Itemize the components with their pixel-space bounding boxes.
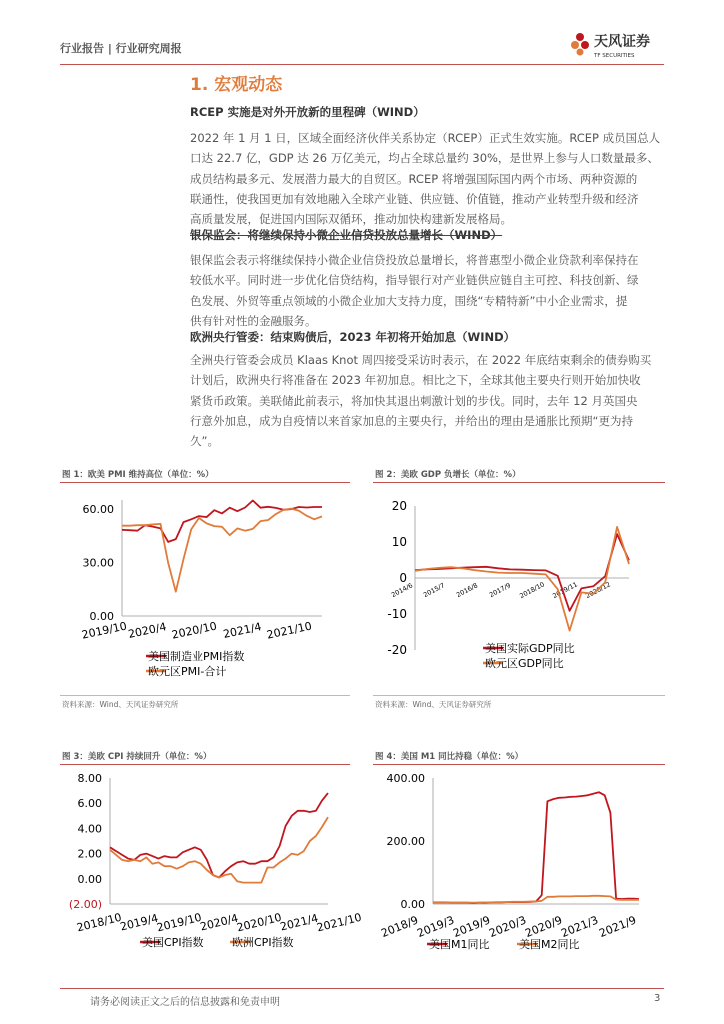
figure-1-title: 图 1：欧美 PMI 维持高位（单位：%）	[62, 470, 214, 480]
x-tick-label: 2021/10	[265, 619, 313, 642]
x-tick-label: 2019/9	[451, 913, 493, 941]
y-tick-label: 4.00	[77, 822, 102, 836]
legend-label: 美国M1同比	[429, 938, 490, 951]
figure-3-chart	[60, 766, 363, 960]
y-tick-label: (2.00)	[68, 898, 102, 911]
news-heading-cbirc: 银保监会：将继续保持小微企业信贷投放总量增长（WIND）	[190, 228, 503, 242]
figure-2-rule	[373, 482, 665, 483]
report-category: 行业报告 | 行业研究周报	[60, 42, 182, 55]
y-tick-label: 0.00	[400, 898, 425, 911]
x-tick-label: 2017/9	[488, 581, 513, 600]
y-tick-label: 8.00	[77, 772, 102, 785]
x-tick-label: 2019/4	[118, 911, 160, 934]
news-body-rcep: 2022 年 1 月 1 日，区域全面经济伙伴关系协定（RCEP）正式生效实施。RCEP 成员国总人 口达 22.7 亿，GDP 达 26 万亿美元，均占全球总量约 30%，是世界上参与人口数量最多、 成员结构最多元、发展潜力最大的自贸区。RCEP 将增强国际国内两个市场、两种资源的 联通性，使我国更加有效地融入全球产业链、供应链、价值链，推动产业转型升级和经济 高质量发展，促进国内国际双循环，推动加快构建新发展格局。	[190, 131, 661, 227]
x-tick-label: 2020/4	[126, 620, 168, 641]
y-tick-label: 0	[399, 571, 407, 585]
header-divider	[60, 64, 664, 65]
figure-3-rule	[60, 764, 350, 765]
y-tick-label: 200.00	[386, 835, 425, 848]
figure-2-bottom-rule	[373, 695, 665, 696]
series-line-1	[433, 792, 639, 903]
news-body-ecb: 全洲央行管委会成员 Klaas Knot 周四接受采访时表示，在 2022 年底结束剩余的债券购买 计划后，欧洲央行将准备在 2023 年初加息。相比之下，全球其他主要央行则开始加快收 紧货币政策。美联储此前表示，将加快其退出刺激计划的步伐。同时，去年 12 月英国央 行意外加息，成为自疫情以来首家加息的主要央行，并给出的理由是通胀比预期“更为持 久”。	[190, 353, 652, 449]
x-tick-label: 2020/10	[170, 619, 218, 642]
logo-cn: 天风证券	[594, 34, 650, 50]
figure-4-title: 图 4：美国 M1 同比持稳（单位：%）	[375, 752, 524, 762]
figure-3-title: 图 3：美欧 CPI 持续回升（单位：%）	[62, 752, 212, 762]
x-tick-label: 2018/9	[379, 913, 421, 941]
x-tick-label: 2019/10	[155, 910, 203, 935]
x-tick-label: 2021/3	[559, 913, 601, 941]
x-tick-label: 2015/7	[422, 581, 447, 600]
y-tick-label: -20	[387, 643, 407, 657]
figure-1-bottom-rule	[60, 695, 350, 696]
series-line-1	[110, 793, 328, 877]
x-tick-label: 2019/11	[551, 580, 579, 601]
figure-2-chart	[373, 484, 665, 694]
y-tick-label: 20	[391, 499, 407, 513]
series-line-1	[122, 501, 322, 542]
y-tick-label: 6.00	[77, 797, 102, 811]
y-tick-label: 0.00	[89, 610, 114, 623]
y-tick-label: -10	[387, 607, 407, 621]
x-tick-label: 2020/3	[487, 913, 529, 941]
figure-1-rule	[60, 482, 350, 483]
y-tick-label: 60.00	[82, 502, 114, 516]
x-tick-label: 2021/10	[315, 910, 363, 935]
series-line-2	[433, 896, 639, 903]
logo-en: TF SECURITIES	[594, 53, 635, 59]
company-logo	[566, 28, 666, 64]
x-tick-label: 2016/8	[455, 581, 480, 600]
series-line-2	[110, 817, 328, 883]
x-tick-label: 2021/9	[597, 913, 639, 941]
y-tick-label: 30.00	[82, 556, 114, 570]
x-tick-label: 2021/4	[278, 911, 320, 934]
x-tick-label: 2020/4	[198, 911, 240, 934]
page-number: 3	[654, 993, 661, 1004]
series-line-2	[415, 527, 629, 631]
figure-1-source: 资料来源：Wind、天风证券研究所	[62, 700, 179, 709]
legend-label: 美国实际GDP同比	[485, 642, 575, 655]
series-line-2	[122, 509, 322, 592]
news-heading-ecb: 欧洲央行管委：结束购债后，2023 年初将开始加息（WIND）	[190, 330, 516, 344]
x-tick-label: 2018/10	[518, 580, 546, 601]
y-tick-label: 400.00	[386, 772, 425, 785]
y-tick-label: 2.00	[77, 847, 102, 861]
x-tick-label: 2020/10	[235, 910, 283, 935]
figure-1-chart	[60, 484, 350, 694]
news-heading-rcep: RCEP 实施是对外开放新的里程碑（WIND）	[190, 105, 425, 119]
x-tick-label: 2019/3	[415, 913, 457, 941]
x-tick-label: 2019/10	[80, 619, 128, 642]
legend-label: 欧洲CPI指数	[232, 936, 294, 949]
news-body-cbirc: 银保监会表示将继续保持小微企业信贷投放总量增长，将普惠型小微企业贷款利率保持在 较低水平。同时进一步优化信贷结构，指导银行对产业链供应链自主可控、科技创新、绿 色发展、外贸等重点领域的小微企业加大支持力度，围绕“专精特新”中小企业需求，提 供有针对性的金融服务。	[190, 253, 639, 328]
x-tick-label: 2021/4	[221, 620, 263, 641]
legend-label: 欧元区GDP同比	[485, 657, 564, 670]
figure-2-title: 图 2：美欧 GDP 负增长（单位：%）	[375, 470, 521, 480]
figure-2-source: 资料来源：Wind、天风证券研究所	[375, 700, 492, 709]
y-tick-label: 10	[391, 535, 407, 549]
x-tick-label: 2020/9	[523, 913, 565, 941]
legend-label: 美国制造业PMI指数	[148, 650, 245, 663]
footer-divider	[60, 988, 664, 989]
x-tick-label: 2020/12	[584, 580, 612, 601]
x-tick-label: 2018/10	[75, 910, 123, 935]
legend-label: 美国CPI指数	[142, 936, 204, 949]
logo-flower-icon	[571, 33, 589, 56]
legend-label: 欧元区PMI-合计	[148, 665, 227, 678]
y-tick-label: 0.00	[77, 872, 102, 886]
figure-4-chart	[373, 766, 665, 960]
x-tick-label: 2014/6	[390, 581, 415, 600]
figure-4-rule	[373, 764, 665, 765]
footer-disclaimer: 请务必阅读正文之后的信息披露和免责申明	[90, 997, 280, 1008]
section-title: 1. 宏观动态	[190, 75, 283, 95]
legend-label: 美国M2同比	[519, 938, 580, 951]
